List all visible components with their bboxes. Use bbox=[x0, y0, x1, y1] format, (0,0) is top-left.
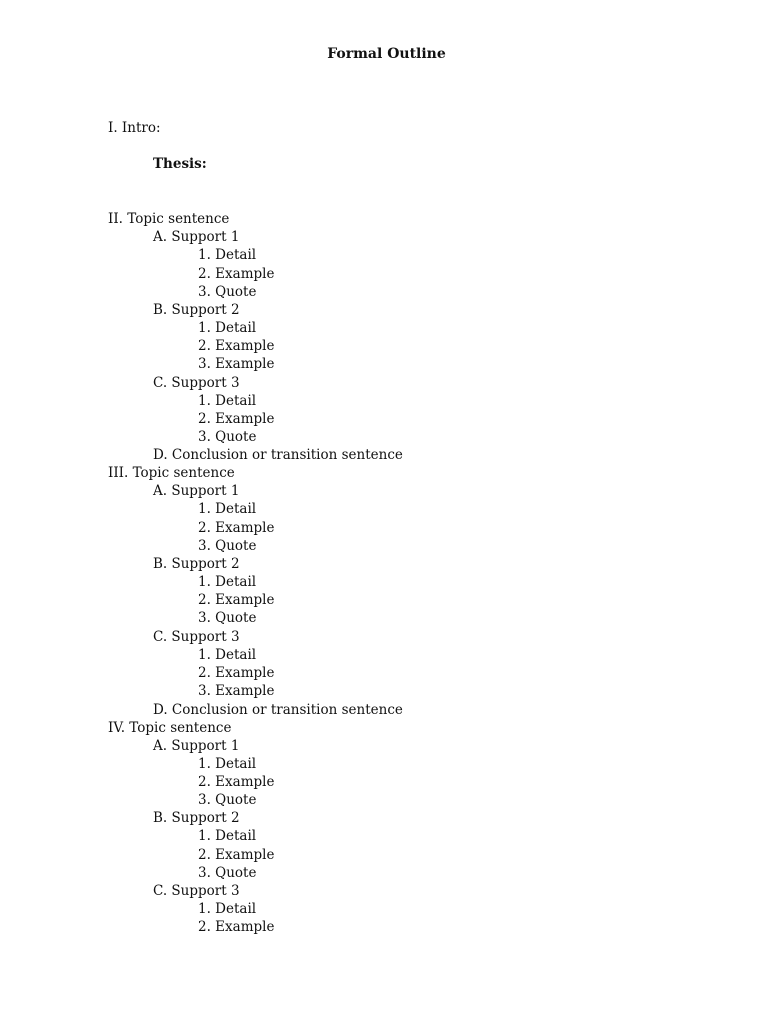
support-label: B. Support 2 bbox=[153, 302, 240, 318]
support-label: B. Support 2 bbox=[153, 556, 240, 572]
outline-item: 2. Example bbox=[198, 520, 275, 536]
support-label: A. Support 1 bbox=[153, 229, 240, 245]
outline-item: 3. Quote bbox=[198, 610, 257, 626]
thesis-label: Thesis: bbox=[153, 156, 207, 172]
outline-item: 2. Example bbox=[198, 411, 275, 427]
conclusion-line: D. Conclusion or transition sentence bbox=[153, 447, 403, 463]
outline-item: 2. Example bbox=[198, 592, 275, 608]
outline-item: 1. Detail bbox=[198, 247, 257, 263]
page-title: Formal Outline bbox=[327, 46, 446, 62]
outline-item: 2. Example bbox=[198, 919, 275, 935]
outline-item: 1. Detail bbox=[198, 901, 257, 917]
outline-item: 2. Example bbox=[198, 847, 275, 863]
outline-item: 2. Example bbox=[198, 266, 275, 282]
outline-item: 2. Example bbox=[198, 338, 275, 354]
outline-item: 3. Quote bbox=[198, 284, 257, 300]
outline-item: 2. Example bbox=[198, 665, 275, 681]
intro-heading: I. Intro: bbox=[108, 120, 161, 136]
outline-item: 1. Detail bbox=[198, 756, 257, 772]
support-label: C. Support 3 bbox=[153, 629, 240, 645]
section-heading: III. Topic sentence bbox=[108, 465, 235, 481]
outline-item: 1. Detail bbox=[198, 393, 257, 409]
support-label: A. Support 1 bbox=[153, 483, 240, 499]
outline-item: 3. Quote bbox=[198, 429, 257, 445]
outline-item: 3. Quote bbox=[198, 865, 257, 881]
outline-item: 3. Example bbox=[198, 356, 275, 372]
outline-item: 1. Detail bbox=[198, 574, 257, 590]
section-heading: II. Topic sentence bbox=[108, 211, 230, 227]
outline-item: 3. Quote bbox=[198, 792, 257, 808]
outline-item: 1. Detail bbox=[198, 501, 257, 517]
section-heading: IV. Topic sentence bbox=[108, 720, 232, 736]
support-label: C. Support 3 bbox=[153, 375, 240, 391]
support-label: A. Support 1 bbox=[153, 738, 240, 754]
outline-item: 1. Detail bbox=[198, 320, 257, 336]
outline-item: 1. Detail bbox=[198, 828, 257, 844]
outline-item: 2. Example bbox=[198, 774, 275, 790]
conclusion-line: D. Conclusion or transition sentence bbox=[153, 702, 403, 718]
support-label: B. Support 2 bbox=[153, 810, 240, 826]
outline-item: 3. Quote bbox=[198, 538, 257, 554]
support-label: C. Support 3 bbox=[153, 883, 240, 899]
outline-item: 1. Detail bbox=[198, 647, 257, 663]
outline-item: 3. Example bbox=[198, 683, 275, 699]
